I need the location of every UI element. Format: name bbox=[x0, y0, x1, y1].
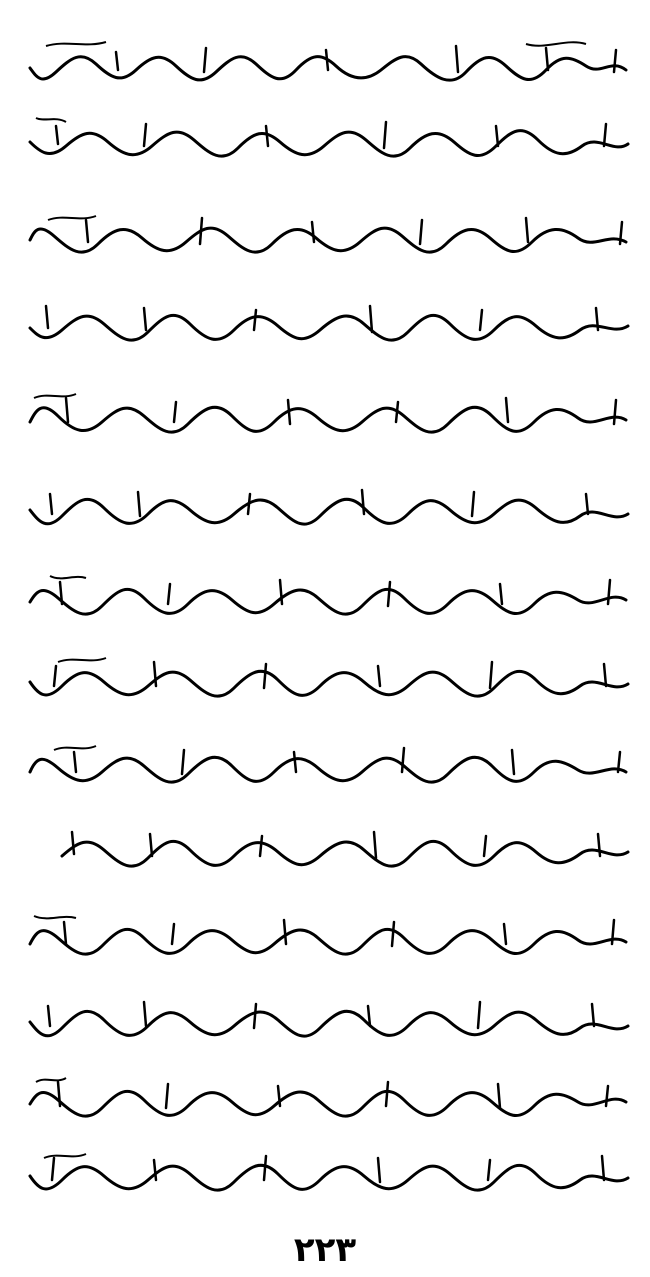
handwritten-line-2 bbox=[26, 116, 630, 164]
handwritten-line-9 bbox=[26, 742, 630, 790]
handwritten-line-8 bbox=[26, 656, 630, 704]
handwritten-line-11 bbox=[26, 914, 630, 962]
handwritten-line-6 bbox=[26, 484, 630, 532]
handwritten-line-1 bbox=[26, 40, 630, 88]
handwritten-line-3 bbox=[26, 212, 630, 260]
handwritten-line-10 bbox=[26, 826, 630, 874]
handwritten-line-14 bbox=[26, 1150, 630, 1198]
handwritten-line-13 bbox=[26, 1076, 630, 1124]
handwritten-line-5 bbox=[26, 392, 630, 440]
handwritten-line-12 bbox=[26, 996, 630, 1044]
page-number: ٢٢٣ bbox=[293, 1230, 357, 1270]
handwritten-line-7 bbox=[26, 574, 630, 622]
handwritten-line-4 bbox=[26, 300, 630, 348]
